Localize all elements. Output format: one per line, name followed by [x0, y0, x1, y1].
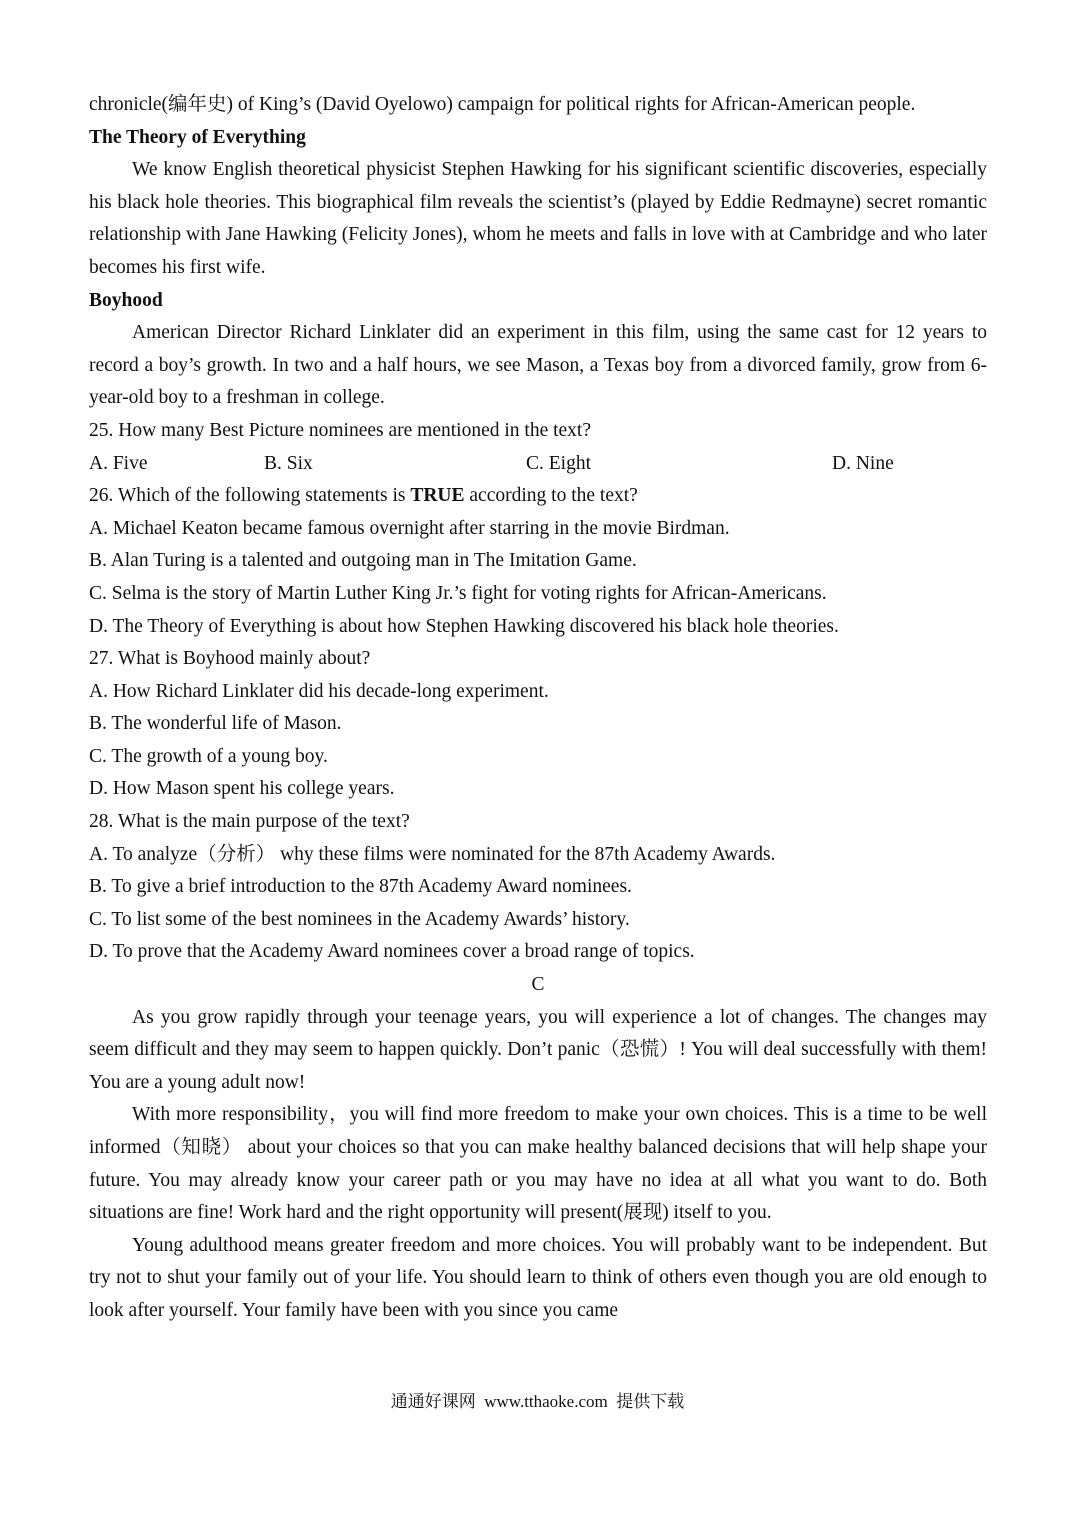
question-25-options — [89, 448, 987, 481]
q28-option-b: B. To give a brief introduction to the 87th Academy Award nominees. — [89, 876, 632, 898]
q26-option-b: B. Alan Turing is a talented and outgoing man in The Imitation Game. — [89, 550, 637, 572]
intro-paragraph: chronicle(编年史) of King’s (David Oyelowo) campaign for political rights for African-American people. — [89, 94, 916, 115]
q25-option-a: A. Five — [89, 452, 148, 474]
question-28: 28. What is the main purpose of the text? — [89, 811, 410, 833]
q26-text-bold: TRUE — [410, 485, 465, 507]
q27-option-a: A. How Richard Linklater did his decade-long experiment. — [89, 680, 549, 702]
q25-option-b: B. Six — [264, 452, 313, 474]
q26-option-d: D. The Theory of Everything is about how Stephen Hawking discovered his black hole theories. — [89, 615, 839, 637]
q26-option-c: C. Selma is the story of Martin Luther King Jr.’s fight for voting rights for African-Americans. — [89, 582, 827, 604]
question-25: 25. How many Best Picture nominees are mentioned in the text? — [89, 419, 592, 441]
document-page — [89, 89, 987, 1328]
q28-option-c: C. To list some of the best nominees in the Academy Awards’ history. — [89, 908, 630, 930]
boyhood-paragraph: American Director Richard Linklater did an experiment in this film, using the same cast for 12 years to record a boy’s growth. In two and a half hours, we see Mason, a Texas boy from a divorced family, grow from 6-year-old boy to a freshman in college. — [89, 322, 987, 409]
q25-option-d: D. Nine — [832, 452, 894, 474]
theory-paragraph: We know English theoretical physicist Stephen Hawking for his significant scientific discoveries, especially his black hole theories. This biographical film reveals the scientist’s (played by Eddie Redmayne) secret romantic relationship with Jane Hawking (Felicity Jones), whom he meets and falls in love with at Cambridge and who later becomes his first wife. — [89, 159, 987, 278]
question-27: 27. What is Boyhood mainly about? — [89, 648, 371, 670]
q28-option-a: A. To analyze（分析） why these films were nominated for the 87th Academy Awards. — [89, 843, 776, 865]
q26-option-a: A. Michael Keaton became famous overnight after starring in the movie Birdman. — [89, 517, 730, 539]
q26-text-after: according to the text? — [464, 485, 638, 507]
q25-option-c: C. Eight — [526, 452, 592, 474]
q28-option-d: D. To prove that the Academy Award nominees cover a broad range of topics. — [89, 941, 695, 963]
question-26 — [89, 480, 987, 513]
q27-option-d: D. How Mason spent his college years. — [89, 778, 395, 800]
q26-text-before: 26. Which of the following statements is — [89, 485, 411, 507]
q27-option-b: B. The wonderful life of Mason. — [89, 713, 342, 735]
boyhood-heading: Boyhood — [89, 289, 163, 311]
q27-option-c: C. The growth of a young boy. — [89, 745, 328, 767]
section-c-paragraph-2: With more responsibility，you will find more freedom to make your own choices. This is a time to be well informed（知晓） about your choices so that you can make healthy balanced decisions that will help shape your future. You may already know your career path or you may have no idea at all what you want to do. Both situations are fine! Work hard and the right opportunity will present(展现) itself to you. — [89, 1104, 987, 1224]
theory-heading: The Theory of Everything — [89, 126, 306, 148]
section-c-paragraph-3: Young adulthood means greater freedom and more choices. You will probably want to be independent. But try not to shut your family out of your life. You should learn to think of others even though you are old enough to look after yourself. Your family have been with you since you came — [89, 1234, 987, 1321]
page-footer: 通通好课网 www.tthaoke.com 提供下载 — [390, 1392, 685, 1411]
section-c-paragraph-1: As you grow rapidly through your teenage years, you will experience a lot of changes. The changes may seem difficult and they may seem to happen quickly. Don’t panic（恐慌）! You will deal successfully with them! You are a young adult now! — [89, 1006, 987, 1093]
section-c-label: C — [531, 974, 545, 996]
